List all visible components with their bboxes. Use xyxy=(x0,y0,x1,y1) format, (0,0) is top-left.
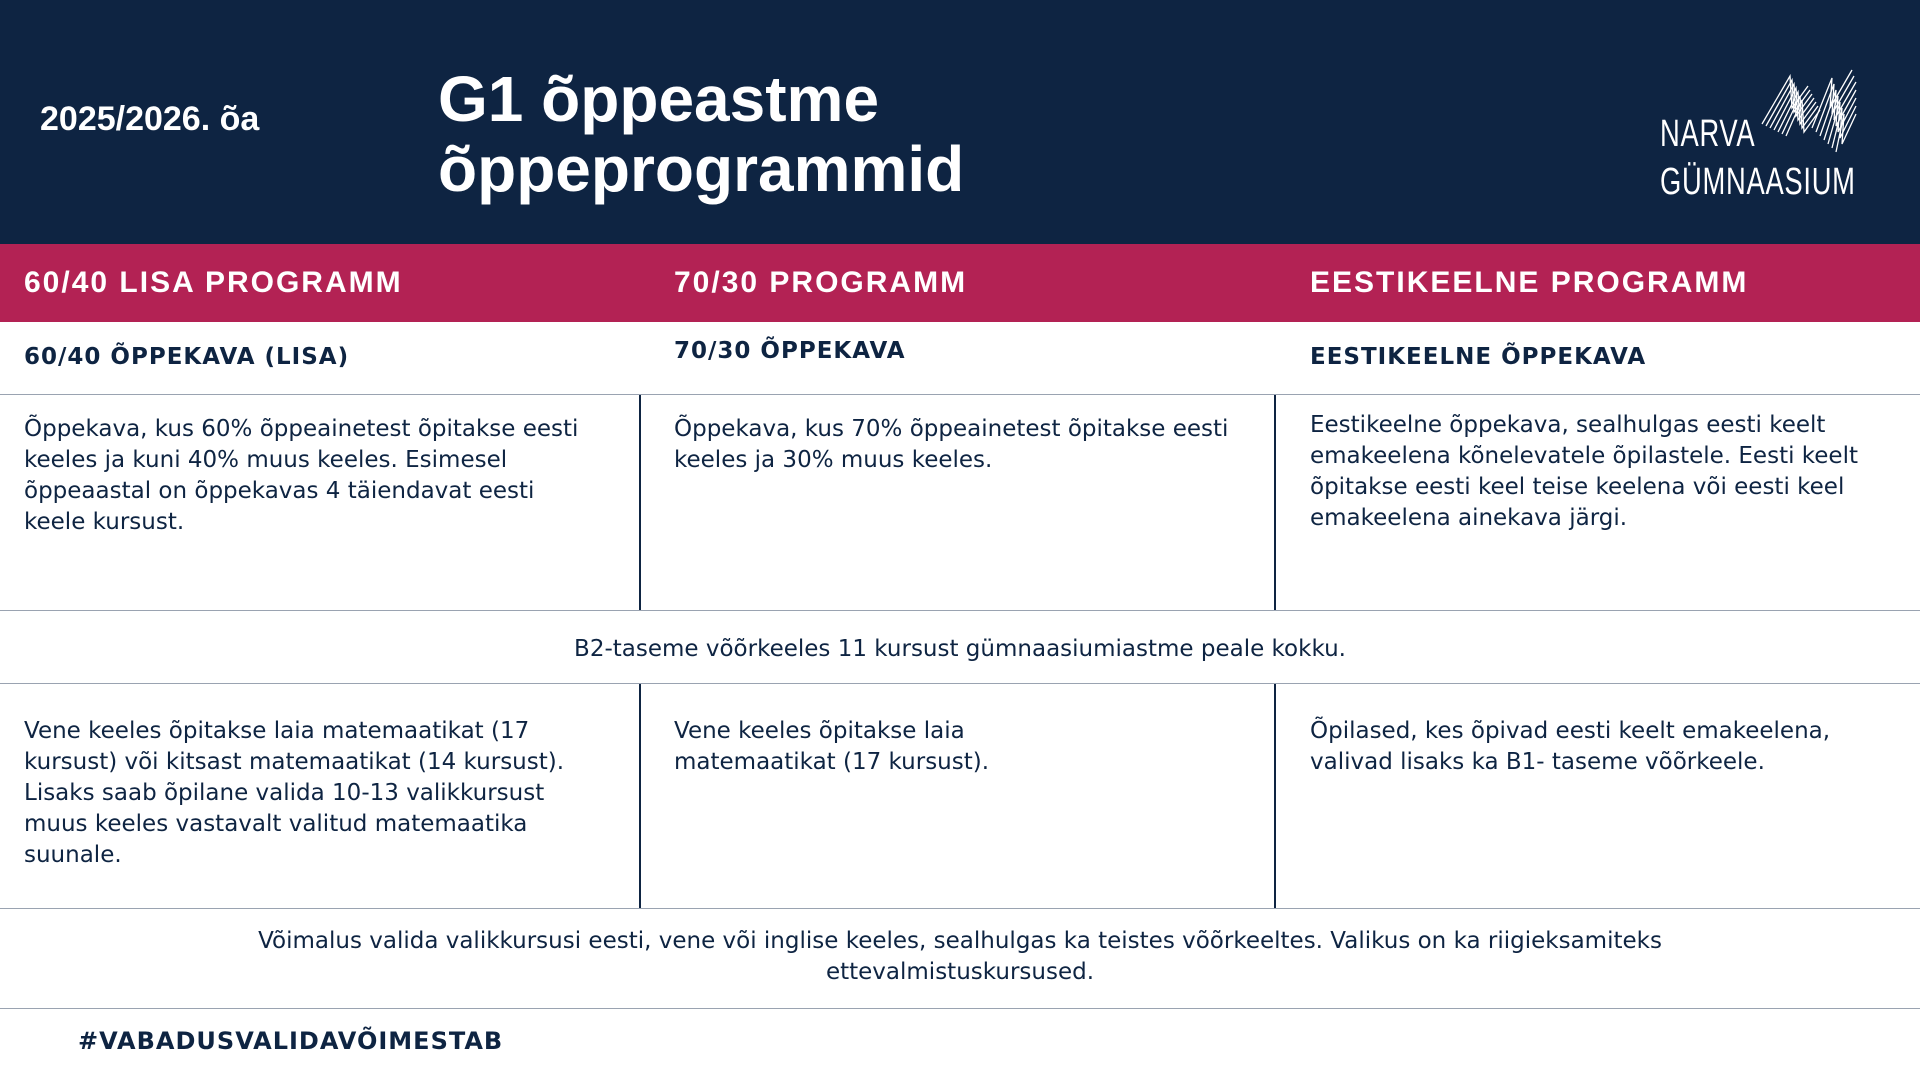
program-band xyxy=(0,244,1920,322)
school-year: 2025/2026. õa xyxy=(40,100,260,138)
logo-line-2: GÜMNAASIUM xyxy=(1660,161,1856,203)
program-name-2: 70/30 PROGRAMM xyxy=(674,266,968,299)
divider-2 xyxy=(0,610,1920,611)
description-3: Eestikeelne õppekava, sealhulgas eesti keelt emakeelena kõnelevatele õpilastele. Eesti keelt õpitakse eesti keel teise keelena või eesti keel emakeelena ainekava järgi. xyxy=(1310,412,1858,531)
description-2: Õppekava, kus 70% õppeainetest õpitakse eesti keeles ja 30% muus keeles. xyxy=(674,416,1229,473)
column-divider-1 xyxy=(639,395,641,610)
program-name-3: EESTIKEELNE PROGRAMM xyxy=(1310,266,1749,299)
hashtag: #VABADUSVALIDAVÕIMESTAB xyxy=(78,1027,504,1055)
math-note-1: Vene keeles õpitakse laia matemaatikat (17 kursust) või kitsast matemaatikat (14 kursust). Lisaks saab õpilane valida 10-13 valikkursust muus keeles vastavalt valitud matemaatika suunale. xyxy=(24,718,565,868)
math-note-2: Vene keeles õpitakse laia matemaatikat (17 kursust). xyxy=(674,718,990,775)
divider-3 xyxy=(0,683,1920,684)
curriculum-1: 60/40 ÕPPEKAVA (LISA) xyxy=(24,344,350,370)
curriculum-3: EESTIKEELNE ÕPPEKAVA xyxy=(1310,344,1647,370)
logo-wordmark xyxy=(1660,110,1856,206)
divider-5 xyxy=(0,1008,1920,1009)
shared-note-foreign-language: B2-taseme võõrkeeles 11 kursust gümnaasiumiastme peale kokku. xyxy=(574,636,1346,662)
logo-line-1: NARVA xyxy=(1660,113,1756,155)
school-logo xyxy=(1658,68,1858,208)
header-band xyxy=(0,0,1920,244)
page-title xyxy=(438,64,964,204)
curriculum-2: 70/30 ÕPPEKAVA xyxy=(674,338,906,364)
title-line-2: õppeprogrammid xyxy=(438,133,965,205)
column-divider-4 xyxy=(1274,684,1276,908)
shared-note-electives: Võimalus valida valikkursusi eesti, vene või inglise keeles, sealhulgas ka teistes võõrkeeltes. Valikus on ka riigieksamiteks ettevalmistuskursused. xyxy=(258,928,1662,985)
description-1: Õppekava, kus 60% õppeainetest õpitakse eesti keeles ja kuni 40% muus keeles. Esimesel õppeaastal on õppekavas 4 täiendavat eesti keele kursust. xyxy=(24,416,579,535)
title-line-1: G1 õppeastme xyxy=(438,63,880,135)
column-divider-2 xyxy=(1274,395,1276,610)
program-name-1: 60/40 LISA PROGRAMM xyxy=(24,266,403,299)
math-note-3: Õpilased, kes õpivad eesti keelt emakeelena, valivad lisaks ka B1- taseme võõrkeele. xyxy=(1310,718,1831,775)
divider-4 xyxy=(0,908,1920,909)
divider-1 xyxy=(0,394,1920,395)
column-divider-3 xyxy=(639,684,641,908)
